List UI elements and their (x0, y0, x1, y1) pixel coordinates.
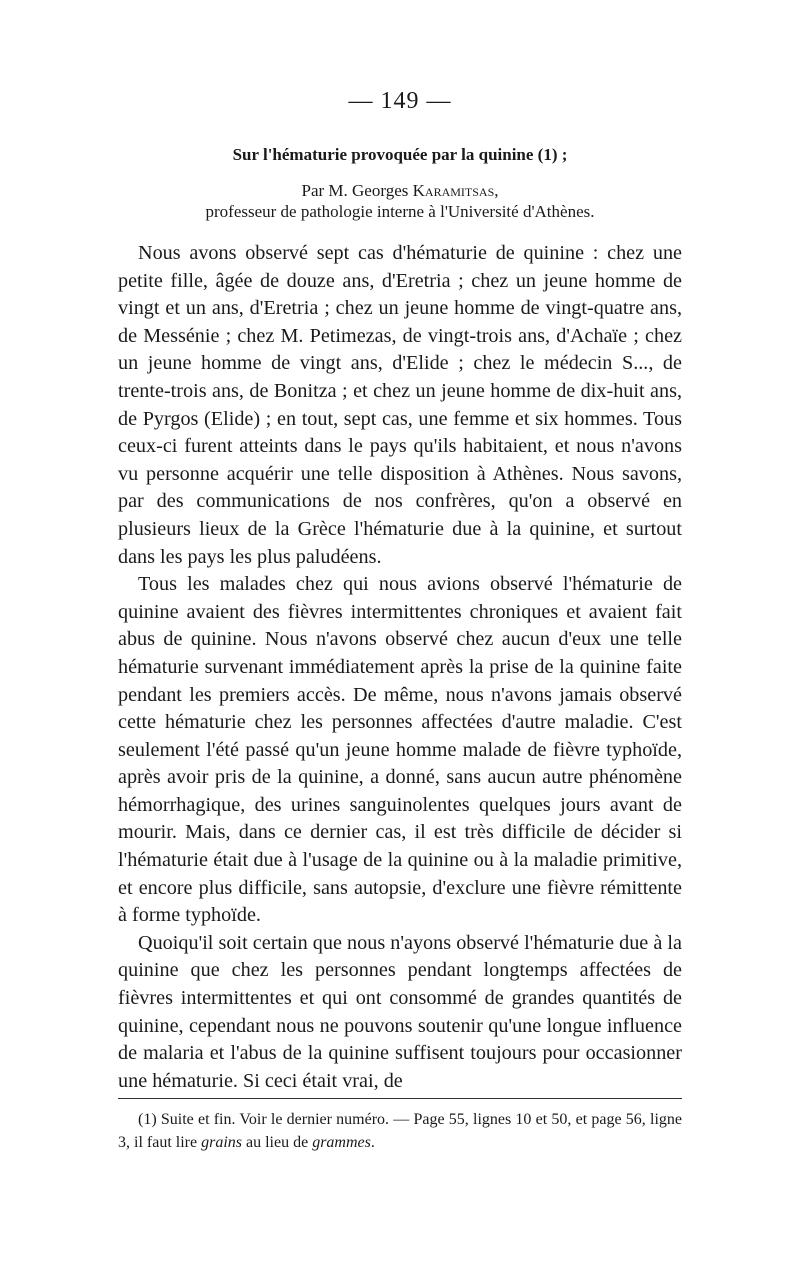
author-role: professeur de pathologie interne à l'Université d'Athènes. (205, 202, 595, 221)
author-name: Karamitsas, (412, 181, 499, 200)
author-line (0, 180, 800, 201)
paragraph-1: Nous avons observé sept cas d'hématurie de quinine : chez une petite fille, âgée de douze ans, d'Eretria ; chez un jeune homme de vingt et un ans, d'Eretria ; chez un jeune homme de vingt-quatre ans, de Messénie ; chez M. Petimezas, de vingt-trois ans, d'Achaïe ; chez un jeune homme de vingt ans, d'Elide ; chez le médecin S..., de trente-trois ans, de Bonitza ; et chez un jeune homme de dix-huit ans, de Pyrgos (Elide) ; en tout, sept cas, une femme et six hommes. Tous ceux-ci furent atteints dans le pays qu'ils habitaient, et nous n'avons vu personne acquérir une telle disposition à Athènes. Nous savons, par des communications de nos confrères, qu'on a observé en plusieurs lieux de la Grèce l'hématurie due à la quinine, et surtout dans les pays les plus paludéens. (118, 242, 682, 568)
paragraph-3: Quoiqu'il soit certain que nous n'ayons observé l'hématurie due à la quinine que chez les personnes pendant longtemps affectées de fièvres intermittentes et qui ont consommé de grandes quantités de quinine, cependant nous ne pouvons soutenir qu'une longue influence de malaria et l'abus de la quinine suffisent toujours pour occasionner une hématurie. Si ceci était vrai, de (118, 931, 682, 1092)
author-prefix: Par M. Georges (301, 181, 413, 200)
article-title: Sur l'hématurie provoquée par la quinine (1) ; (232, 145, 568, 164)
page-number: — 149 — (348, 88, 452, 114)
footnote-divider (118, 1098, 682, 1099)
article-body (118, 240, 682, 1095)
footnote-text-before: (1) Suite et fin. Voir le dernier numéro. — Page 55, lignes 10 et 50, et page 56, ligne 3, il faut lire (118, 1111, 682, 1151)
paragraph-2: Tous les malades chez qui nous avions observé l'hématurie de quinine avaient des fièvres intermittentes chroniques et avaient fait abus de quinine. Nous n'avons observé chez aucun d'eux une telle hématurie survenant immédiatement après la prise de la quinine faite pendant les premiers accès. De même, nous n'avons jamais observé cette hématurie chez les personnes affectées d'autre maladie. C'est seulement l'été passé qu'un jeune homme malade de fièvre typhoïde, après avoir pris de la quinine, a donné, sans aucun autre phénomène hémorrhagique, des urines sanguinolentes quelques jours avant de mourir. Mais, dans ce dernier cas, il est très difficile de décider si l'hématurie était due à l'usage de la quinine ou à la maladie primitive, et encore plus difficile, sans autopsie, d'exclure une fièvre rémittente à forme typhoïde. (118, 573, 682, 927)
footnote-text-middle: au lieu de (242, 1134, 313, 1151)
footnote-text-after: . (370, 1134, 375, 1151)
footnote (118, 1108, 682, 1154)
footnote-word-grammes: grammes (312, 1134, 371, 1151)
author-block (0, 180, 800, 222)
footnote-word-grains: grains (201, 1134, 242, 1151)
